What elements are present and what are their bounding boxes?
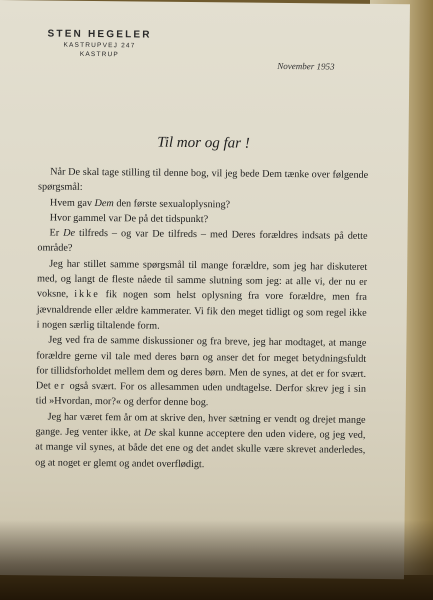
paragraph-intro: Når De skal tage stilling til denne bog, vil jeg bede Dem tænke over følgende spørgsmål: — [37, 166, 369, 194]
question-2: Hvor gammel var De på det tidspunkt? — [49, 212, 209, 226]
paragraph-4-start: Jeg har været fem år om at skrive den, hver sætning er vendt og drejet mange gange. Jeg venter ikke, at — [35, 411, 366, 439]
paragraph-3-end: også svært. For os allesammen uden undtagelse. Derfor skrev jeg i sin tid »Hvordan, mor?« og derfor denne bog. — [35, 380, 366, 409]
question-3-end: tilfreds – og var De tilfreds – med Deres forældres indsats på dette område? — [37, 227, 368, 255]
letterhead-name: STEN HEGELER — [47, 28, 152, 41]
paragraph-3-emphasis: er — [54, 380, 67, 392]
letterhead-city: KASTRUP — [79, 50, 120, 59]
letter-date: November 1953 — [277, 60, 335, 72]
question-1-end: den første sexualoplysning? — [113, 197, 231, 211]
letter-title: Til mor og far ! — [157, 134, 250, 152]
letter-body — [35, 164, 368, 473]
paragraph-4-end: skal kunne acceptere den uden videre, og jeg ved, at mange vil synes, at både det ene og det andet skulle være skrevet anderledes, og at noget er glemt og andet overflødigt. — [35, 427, 366, 470]
paragraph-2 — [37, 256, 368, 336]
paragraph-2-emphasis: ikke — [74, 289, 100, 301]
letterhead-address: KASTRUPVEJ 247 — [63, 41, 136, 50]
paragraph-2-start: Jeg har stillet samme spørgsmål til mange forældre, som jeg har diskuteret med, og langt de fleste nåede til samme slutning som jeg: at alle vi, der nu er voksne, — [36, 258, 368, 301]
paragraph-3-start: Jeg ved fra de samme diskussioner og fra breve, jeg har modtaget, at mange forældre gerne vil tale med deres børn og anser det for meget betydningsfuldt for tillidsforholdet mellem dem og deres børn. Men de synes, at det er for svært. Det — [35, 334, 367, 392]
question-3-start: Er — [49, 227, 64, 239]
paragraph-4 — [35, 409, 366, 474]
question-3 — [37, 226, 367, 260]
question-1-start: Hvem gav — [49, 197, 95, 209]
paragraph-3 — [36, 333, 367, 413]
question-3-emphasis: De — [63, 227, 76, 239]
paragraph-2-end: fik nogen som helst oplysning fra vore forældre, men fra jævnaldrende eller ældre kammerater. Vi fik den meget tidligt og som regel ikke i nogen særlig tiltalende form. — [36, 289, 367, 332]
question-1-emphasis: Dem — [94, 197, 114, 209]
letterhead — [39, 28, 159, 58]
paragraph-4-emphasis: De — [143, 427, 156, 439]
